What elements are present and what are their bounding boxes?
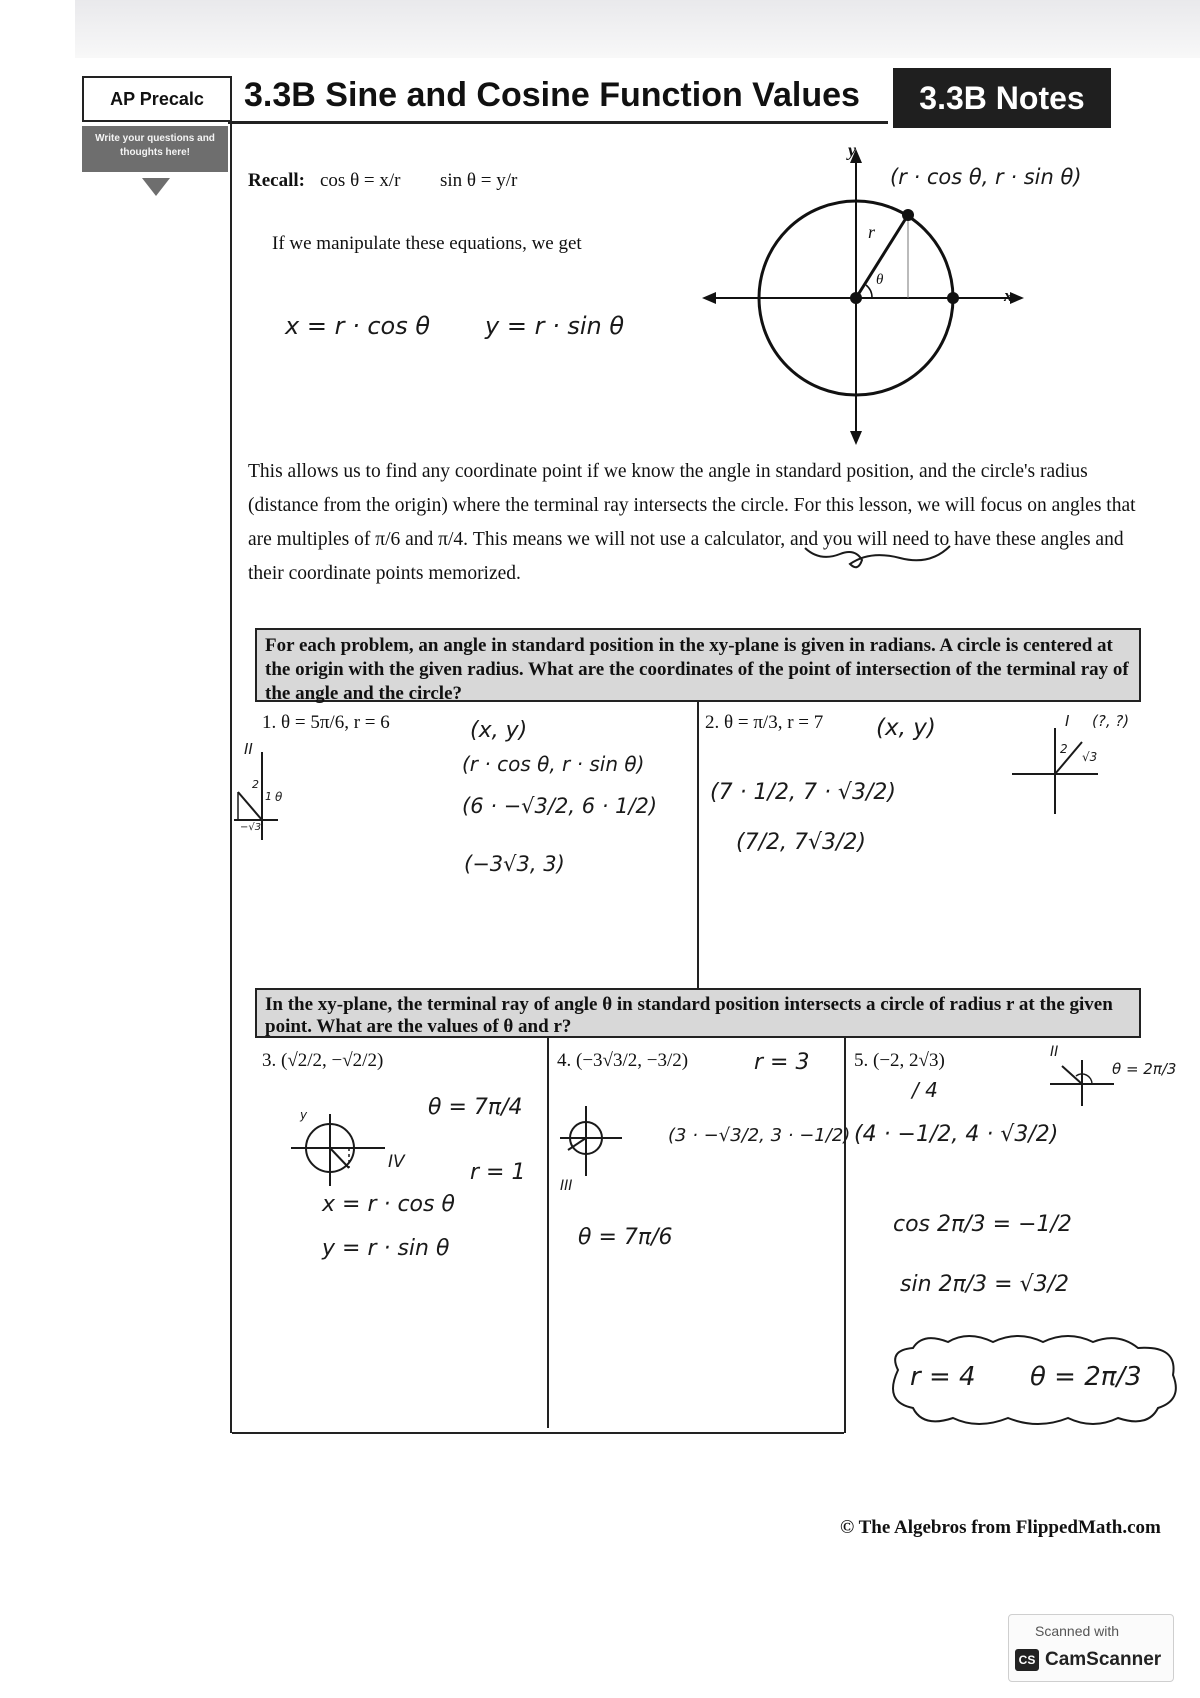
problem3-x-eq: x = r · cos θ [322,1192,455,1217]
problem1-work-2: (r · cos θ, r · sin θ) [462,752,645,776]
recall-label: Recall: [248,170,305,191]
problem1-sketch-label-theta: θ [275,790,283,804]
angle-arc [866,285,872,298]
problem1-work-4: (−3√3, 3) [464,852,565,876]
problem2-sketch-label-hyp: 2 [1060,742,1068,756]
handwritten-y-equation: y = r · sin θ [485,312,625,340]
problem5-sketch-theta: θ = 2π/3 [1112,1060,1177,1078]
problem5-divisor: / 4 [912,1078,938,1102]
section2-instructions: In the xy-plane, the terminal ray of angle θ in standard position intersects a circle of radius r at the given point. What are the values of θ and r? [255,988,1141,1038]
questions-tab: Write your questions and thoughts here! [82,126,228,172]
x-axis-label: x [1004,286,1013,305]
problem2-sketch-label-opp: √3 [1082,750,1098,764]
section1-divider [697,702,699,988]
recall-sin-formula: sin θ = y/r [440,170,518,191]
intersection-point [902,209,914,221]
problem4-work: (3 · −√3/2, 3 · −1/2) [668,1125,851,1146]
problem4-theta: θ = 7π/6 [578,1225,673,1250]
point-coordinates-label: (r · cos θ, r · sin θ) [890,165,1082,189]
manipulate-text: If we manipulate these equations, we get [272,233,582,254]
section2-divider-1 [547,1038,549,1428]
camscanner-logo-icon: CS [1015,1649,1039,1671]
handwritten-x-equation: x = r · cos θ [285,312,431,340]
radius-label: r [868,222,876,242]
camscanner-name: CamScanner [1045,1649,1162,1670]
section2-divider-2 [844,1038,846,1433]
problem1-work-3: (6 · −√3/2, 6 · 1/2) [462,794,658,818]
problem3-y-eq: y = r · sin θ [322,1236,450,1261]
problem5-sketch [1048,1058,1118,1108]
section2-bottom-rule [232,1432,844,1434]
down-arrow-icon [142,178,170,196]
problem1-work-1: (x, y) [470,718,528,743]
problem4-radius: r = 3 [754,1050,810,1075]
problem3-sketch [285,1110,395,1190]
problem5-work: (4 · −1/2, 4 · √3/2) [854,1122,1059,1147]
explanation-paragraph: This allows us to find any coordinate point if we know the angle in standard position, and the circle's radius (distance from the origin) where the terminal ray intersects the circle. For this lesson, we will focus on angles that are multiples of π/6 and π/4. This means we will not use a calculator, and you will need to have these angles and their coordinate points memorized. [248,461,1136,584]
notes-badge: 3.3B Notes [893,68,1111,128]
problem1-sketch [230,748,283,848]
problem3-theta: θ = 7π/4 [428,1095,523,1120]
camscanner-badge [1008,1614,1174,1682]
problem4-sketch [556,1100,626,1180]
page-top-shadow [75,0,1200,58]
handwritten-squiggle [800,540,960,576]
section1-instructions: For each problem, an angle in standard position in the xy-plane is given in radians. A circle is centered at the origin with the given radius. What are the coordinates of the point of intersection of the terminal ray of the angle and the circle? [255,628,1141,702]
copyright-footer: © The Algebros from FlippedMath.com [840,1517,1161,1538]
problem5-sin: sin 2π/3 = √3/2 [900,1272,1070,1297]
origin-point [850,292,862,304]
title-divider [228,121,888,124]
page-title: 3.3B Sine and Cosine Function Values [244,76,860,114]
problem1-sketch-label-hyp: 2 [252,778,259,791]
problem4-quadrant: III [560,1178,573,1194]
x-axis-left-arrow [702,292,716,304]
problem3-radius: r = 1 [470,1160,526,1185]
problem2-work-3: (7/2, 7√3/2) [736,830,866,855]
problem3-quadrant: IV [388,1152,405,1172]
problem1-label: 1. θ = 5π/6, r = 6 [262,712,390,733]
theta-label: θ [876,272,884,288]
problem5-radius-answer: r = 4 [910,1362,976,1392]
problem3-sketch-y-label: y [300,1108,308,1122]
problem2-work-2: (7 · 1/2, 7 · √3/2) [710,780,896,805]
problem1-sketch-label-opp: 1 [265,790,272,803]
problem5-theta-answer: θ = 2π/3 [1030,1362,1142,1392]
problem3-label: 3. (√2/2, −√2/2) [262,1050,384,1071]
problem2-sketch [1010,726,1100,816]
problem2-work-1: (x, y) [876,715,936,741]
problem5-label: 5. (−2, 2√3) [854,1050,945,1071]
problem2-label: 2. θ = π/3, r = 7 [705,712,824,733]
y-axis-label: y [848,140,856,160]
recall-cos-formula: cos θ = x/r [320,170,401,191]
y-axis-down-arrow [850,431,862,445]
camscanner-line1: Scanned with [1035,1623,1120,1639]
problem1-sketch-label-adj: −√3 [240,822,262,833]
problem4-label: 4. (−3√3/2, −3/2) [557,1050,689,1071]
problem2-sketch-point: (?, ?) [1092,712,1130,730]
problem5-quadrant: II [1050,1044,1059,1060]
problem5-cos: cos 2π/3 = −1/2 [893,1212,1072,1237]
course-label: AP Precalc [82,76,232,122]
problem2-quadrant: I [1065,712,1070,730]
x-intercept-point [947,292,959,304]
problem1-quadrant: II [244,740,253,758]
